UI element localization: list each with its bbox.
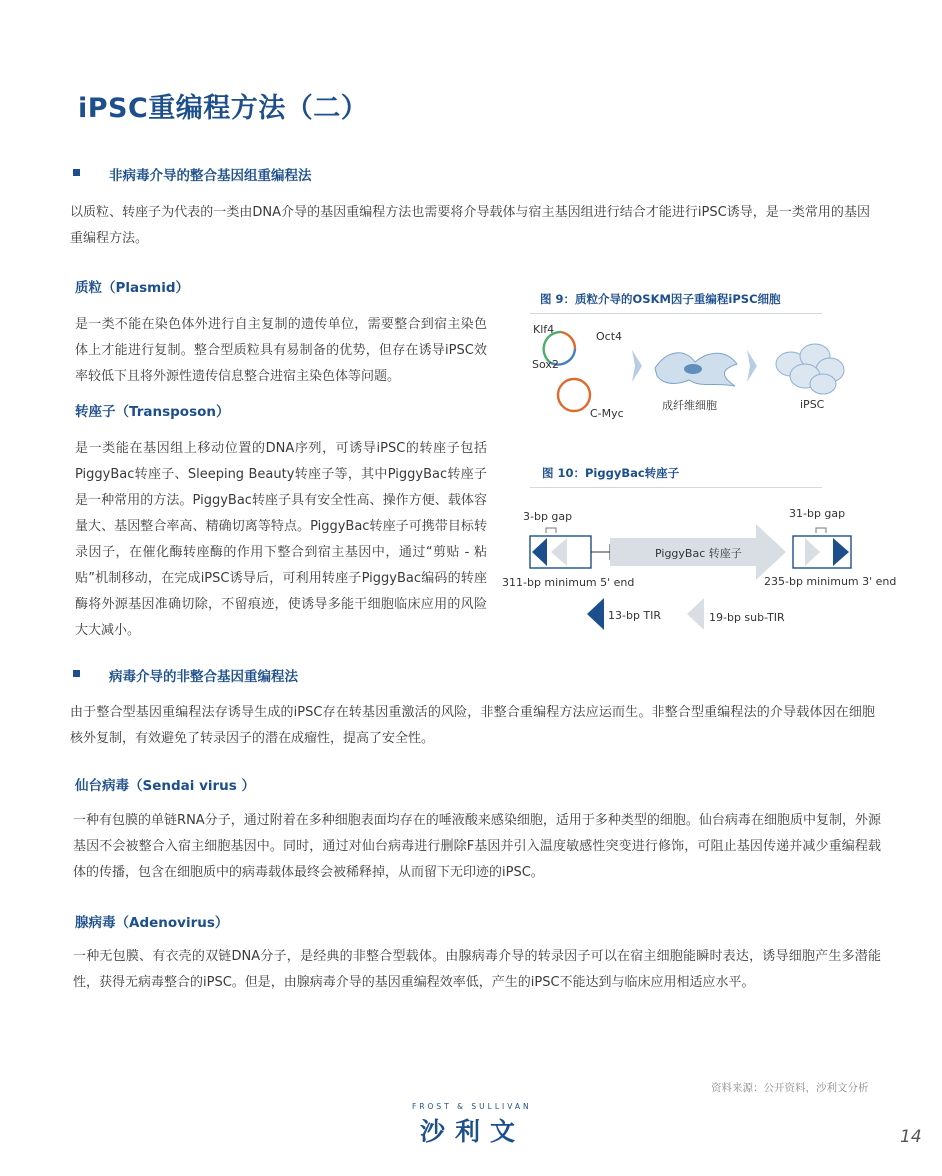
label-sox2: Sox2 [532,358,559,371]
label-ipsc: iPSC [800,398,825,411]
label-gap31: 31-bp gap [789,507,846,520]
label-tir: 13-bp TIR [608,609,662,622]
logo-sullivan-chinese: 沙利文 [420,1117,526,1146]
plasmid-heading: 质粒（Plasmid） [75,280,190,296]
chevron-right-icon [747,350,757,382]
adenovirus-heading: 腺病毒（Adenovirus） [75,915,229,931]
label-end3: 235-bp minimum 3' end [764,575,897,588]
gap-bracket-left [546,528,556,533]
section-heading-non-viral: 非病毒介导的整合基因组重编程法 [109,168,312,184]
label-klf4: Klf4 [533,323,555,336]
section-bullet [73,670,80,677]
figure10-rule [530,487,822,488]
section-heading-viral: 病毒介导的非整合基因重编程法 [109,669,298,685]
section-intro-non-viral: 以质粒、转座子为代表的一类由DNA介导的基因重编程方法也需要将介导载体与宿主基因组进行结合才能进行iPSC诱导，是一类常用的基因重编程方法。 [70,205,870,246]
fibroblast-icon [655,353,737,386]
logo-frost-sullivan-text: FROST & SULLIVAN [412,1102,532,1111]
figure10-title: 图 10：PiggyBac转座子 [542,466,680,480]
label-end5: 311-bp minimum 5' end [502,576,635,589]
source-note: 资料来源：公开资料，沙利文分析 [711,1082,869,1094]
sendai-heading: 仙台病毒（Sendai virus ） [75,778,256,794]
label-cmyc: C-Myc [590,407,624,420]
label-piggybac: PiggyBac 转座子 [655,547,742,560]
label-subtir: 19-bp sub-TIR [709,611,785,624]
transposon-heading: 转座子（Transposon） [75,404,230,420]
label-oct4: Oct4 [596,330,623,343]
page-number: 14 [900,1127,922,1147]
plasmid-cmyc-icon [558,379,590,411]
figure9-rule [530,313,822,314]
transposon-text: 是一类能在基因组上移动位置的DNA序列，可诱导iPSC的转座子包括PiggyBac转座子、Sleeping Beauty转座子等，其中PiggyBac转座子是一种常用的方法。PiggyBac转座子具有安全性高、操作方便、载体容量大、基因整合率高、精确切离等特点。PiggyBac转座子可携带目标转录因子，在催化酶转座酶的作用下整合到宿主基因中，通过“剪贴 - 粘贴”机制移动，在完成iPSC诱导后，可利用转座子PiggyBac编码的转座酶将外源基因准确切除，不留痕迹，使诱导多能干细胞临床应用的风险大大减小。 [75,441,487,638]
adenovirus-text: 一种无包膜、有衣壳的双链DNA分子，是经典的非整合型载体。由腺病毒介导的转录因子可以在宿主细胞能瞬时表达，诱导细胞产生多潜能性，获得无病毒整合的iPSC。但是，由腺病毒介导的基因重编程效率低，产生的iPSC不能达到与临床应用相适应水平。 [73,949,881,990]
section-intro-viral: 由于整合型基因重编程法存诱导生成的iPSC存在转基因重激活的风险，非整合重编程方法应运而生。非整合型重编程法的介导载体因在细胞核外复制，有效避免了转录因子的潜在成瘤性，提高了安全性。 [70,705,875,746]
section-bullet [73,169,80,176]
label-gap3: 3-bp gap [523,510,573,523]
figure10-diagram [500,500,920,635]
ipsc-cluster-icon [776,344,844,394]
legend-subtir-icon [687,598,704,630]
sendai-text: 一种有包膜的单链RNA分子，通过附着在多种细胞表面均存在的唾液酸来感染细胞，适用于多种类型的细胞。仙台病毒在细胞质中复制，外源基因不会被整合入宿主细胞基因中。同时，通过对仙台病毒进行删除F基因并引入温度敏感性突变进行修饰，可阻止基因传递并减少重编程载体的传播，包含在细胞质中的病毒载体最终会被稀释掉，从而留下无印迹的iPSC。 [73,813,881,880]
figure9-diagram [525,318,845,428]
chevron-right-icon [632,350,642,382]
page-title: iPSC重编程方法（二） [78,93,369,124]
legend-tir-icon [587,598,604,630]
gap-bracket-right [816,528,826,533]
label-fibroblast: 成纤维细胞 [662,399,717,412]
plasmid-text: 是一类不能在染色体外进行自主复制的遗传单位，需要整合到宿主染色体上才能进行复制。整合型质粒具有易制备的优势，但存在诱导iPSC效率较低下且将外源性遗传信息整合进宿主染色体等问题。 [75,317,487,384]
figure9-title: 图 9：质粒介导的OSKM因子重编程iPSC细胞 [540,292,781,306]
